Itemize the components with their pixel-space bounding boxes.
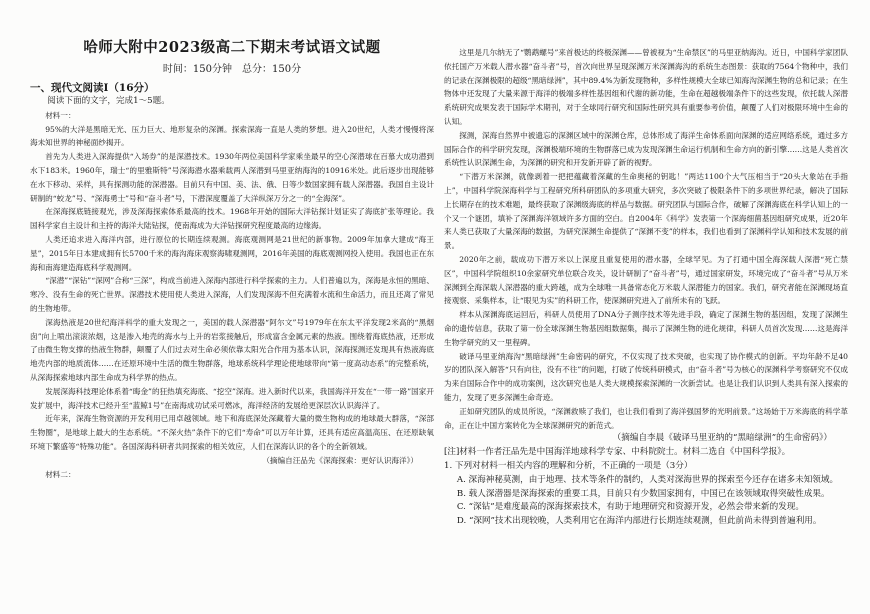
- paragraph: 首先为人类进入深海提供“入场券”的是深潜技术。1930年两位美国科学家乘坐最早的空心深潜球在百慕大成功潜到水下183米。1960年，瑞士“的里雅斯特”号深海潜水器乘载两人深潜到马里亚纳海沟的10916米处。此后逐步出现能够在水下移动、采样，具有探测功能的深潜器。目前只有中国、美、法、俄、日等少数国家拥有载人深潜器。我国自主设计研制的“蛟龙”号、“深海勇士”号和“奋斗者”号，下潜深度覆盖了大洋纵深万分之一的“全海深”。: [30, 152, 434, 203]
- paragraph: 深海热液是20世纪海洋科学的重大发现之一，美国的载人深潜器“阿尔文”号1979年在东太平洋发现2米高的“黑烟囱”向上喷出滚滚浓烟，这是渗入地壳的海水与上升的岩浆接触后，形成富含金属元素的热液。围绕着海底热液，还形成了由微生物支撑的热液生物群，颠覆了人们过去对生命必须依靠太阳光合作用为基本认识，深海探测还发现具有热液海底地壳内部的地质流体……在还原环境中生活的微生物群落，地球系统科学理论使地球带向“第一度高动态系”的完整系统，从深海探索地球内部生命成为科学界的热点。: [30, 317, 434, 382]
- left-column: [30, 0, 434, 614]
- paragraph: 正如研究团队的成员所说，“深渊救赎了我们，也让我们看到了海洋强国梦的光明前景。”这场始于万米海底的科学革命，正在让中国方案转化为全球深渊研究的新范式。: [444, 406, 848, 430]
- right-body: [444, 46, 848, 529]
- section-heading: 一、现代文阅读Ⅰ（16分）: [30, 82, 155, 94]
- paragraph: 发展深海科技理论体系着“晦金”的狂热填充海底、“挖空”深海。进入新时代以来，我国海洋开发在“一带一路”国家开发扩展中，海洋技术已经升至“蓝鲸1号”在南海成功试采可燃冰，海洋经济的发展给更深层次认识海洋了。: [30, 386, 434, 410]
- option-b[interactable]: B. 载人深潜器是深海探索的重要工具，目前只有少数国家拥有，中国已在该领域取得突破性成果。: [456, 488, 830, 499]
- paragraph: 在深海探底链接观光，涉及深海探索体系最高的技术。1968年开始的国际大洋钻探计划证实了海底扩张等理论。我国科学家自主设计和主持的海洋大陆钻探，使南海成为大洋钻探研究程度最高的边缘海。: [30, 207, 434, 231]
- instruction: 阅读下面的文字，完成1～5题。: [47, 96, 170, 106]
- material-2-label: 材料二：: [45, 469, 76, 479]
- question-1: 1. 下列对材料一相关内容的理解和分析，不正确的一项是（3分）: [444, 460, 693, 471]
- exam-title: 哈师大附中2023级高二下期末考试语文试题: [83, 39, 381, 56]
- paragraph: 样本从深渊海底运回后，科研人员使用了DNA分子测序技术等先进手段，确定了深渊生物的基因组，发现了深渊生命的遗传信息，获取了第一份全球深渊生物基因组数据集，揭示了深渊生物的进化规律，科研人员首次发现……这是海洋生物学研究的又一里程碑。: [444, 310, 848, 347]
- paragraph: 人类还追求进入海洋内部，进行原位的长期连续观测。海底观测网是21世纪的新事物。2009年加拿大建成“海王星”，2015年日本建成拥有长5700千米的海沟海床观察海啸观测网，2016年美国的海底观测网投入使用。我国也正在东海和南海建造海底科学观测网。: [30, 234, 434, 272]
- exam-meta: 时间：150分钟 总分：150分: [162, 64, 302, 75]
- paragraph: 探测，深海自然界中被遗忘的深渊区域中的深渊仓库，总体形成了海洋生命体系面向深渊的适应网络系统，通过多方国际合作的科学研究发现，深渊极端环境的生物群落已成为发现深渊生命运行机制和生命方向的新引擎……这是人类首次系统性认识深渊生命，为深渊的研究和开发新开辟了新的视野。: [444, 130, 848, 168]
- option-a[interactable]: A. 深海神秘莫测，由于地理、技术等条件的制约，人类对深海世界的探索至今还存在诸多未知领域。: [456, 474, 839, 485]
- option-d[interactable]: D. “深网”技术出现较晚，人类利用它在海洋内部进行长期连续观测，但此前尚未得到普遍利用。: [456, 516, 822, 527]
- option-c[interactable]: C. “深钻”是难度最高的深海探索技术，有助于地理研究和资源开发，必然会带来新的发现。: [456, 502, 804, 513]
- paragraph: “深潜”“深钻”“深网”合称“三深”，构成当前进入深海内部进行科学探索的主力。人们普遍以为，深海是永恒的黑暗、寒冷、没有生命的死亡世界。深潜技术使用使人类进入深海，人们发现深海不但充满着水流和生命活力，而且还离了常见的生物地带。: [30, 276, 434, 313]
- source-citation-2: （摘编自李晨《破译马里亚纳的“黑暗绿洲”的生命密码》）: [612, 433, 832, 444]
- material-1-label: 材料一：: [45, 110, 76, 120]
- paragraph: “下潜万米深渊，就像剥着一把把蕴藏着深藏的生命奥秘的钥匙！”两达1100个大气压相当于“20头大象站在手指上”，中国科学院深海科学与工程研究所科研团队的多项重大研究，多次突破了极限条件下的多项世界纪录，解决了国际上长期存在的技术难题，最终获取了深渊级海底的样品与数据。研究团队与国际合作，破解了深渊海底在科学认知上的一个又一个谜团，填补了深渊海洋领域许多方面的空白。自2004年《科学》发表第一个深海细菌基因组研究成果，近20年来人类已获取了大量深海的数据，为研究深渊生命提供了“深渊不变”的样本，我们也看到了深渊科学认知和技术发展的前景。: [444, 172, 848, 251]
- paragraph: 这里是几尔纳无了“鹦鹉螺号”来首极达的终极深渊——曾被视为“生命禁区”的马里亚纳海沟。近日，中国科学家团队依托国产万米载人潜水器“奋斗者”号，首次向世界呈现深渊万米深渊海沟的系统生态图景：获取的7564个物种中，我们的记录在深渊极限的超级“黑暗绿洲”，其中89.4%为新发现物种，多样性规模大全球已知海沟深渊生物的总和记录；在生物体中还发现了大量来源于海洋的极端多样性基因组和代谢的新功能，生命在超越极端条件下的这些发现，依托载人深潜系统研究成果发表于国际学术期刊，对于全球同行研究和国际性研究具有重要参考价值，颠覆了人们对极限环境中生命的认知。: [444, 48, 848, 126]
- footnote: [注]材料一作者汪品先是中国海洋地球科学专家、中科院院士。材料二选自《中国科学报》。: [444, 447, 791, 458]
- paragraph: 破译马里亚纳海沟“黑暗绿洲”生命密码的研究，不仅实现了技术突破，也实现了协作模式的创新。平均年龄不足40岁的团队深入解答“只有向往，没有不往”的问题，打破了传统科研模式，由“奋斗者”号为核心的深渊科学考察研究不仅成为来自国际合作中的成功案例，这次研究也是人类大规模探索深渊的一次新尝试。也是让我们认识到人类具有深入探索的能力，发现了更多深渊生命奇迹。: [444, 351, 848, 402]
- paragraph: 95%的大洋是黑暗无光、压力巨大、地形复杂的深渊。探索深海一直是人类的梦想。进入20世纪，人类才慢慢将深海未知世界的神秘面纱揭开。: [30, 124, 434, 148]
- source-citation-1: （摘编自汪品先《深海探索：更好认识海洋》）: [262, 455, 418, 465]
- right-column: [444, 0, 848, 614]
- paragraph: 2020年之前，载成功下潜万米以上深度且重复使用的潜水器，全球罕见。为了打通中国全海深载人深潜“死亡禁区”，中国科学院组织10余家研究单位联合攻关，设计研制了“奋斗者”号，通过国家研发，环境完成了“奋斗者”号从万米深渊到全海深载人深潜器的重大跨越，成为全球唯一具备常态化万米载人深潜能力的国家。我们，研究者能在深渊现场直接观察、采集样本，让“眼见为实”的科研工作，使深渊研究进入了前所未有的飞跃。: [444, 254, 848, 306]
- paragraph: 近年来，深海生物资源的开发利用已用卓越领域。地下和海底深处深藏着大量的微生物构成的地球最大群落，“深部生物圈”，是地球上最大的生态系统。“不深火热”条件下的它们“寿命”可以万年计算，还具有适应高温高压、在还原缺氧环境下繁盛等“特殊功能”。各国深海科研者共同探索的相关效应，人们在深海认识的各个的全新领域。: [30, 414, 434, 451]
- left-body: [30, 95, 434, 481]
